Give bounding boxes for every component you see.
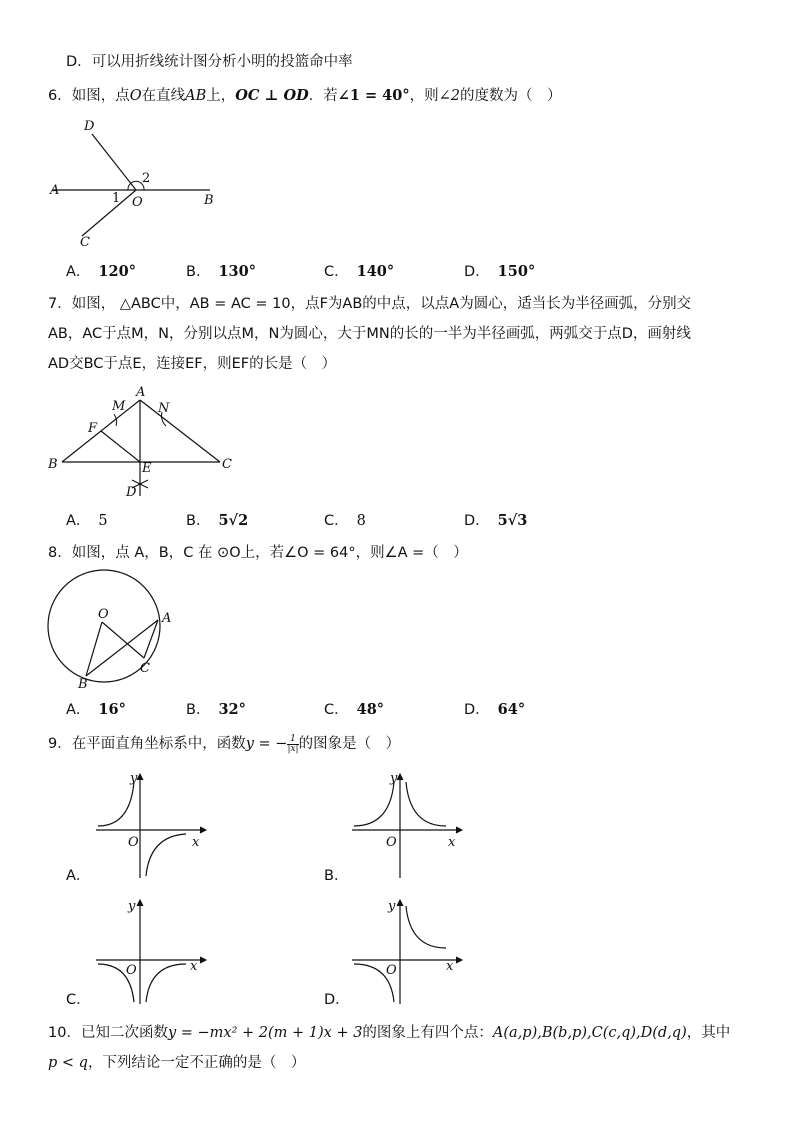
q9-option-a[interactable]: A． [66, 868, 91, 884]
q7-option-c[interactable]: C． 8 [324, 513, 366, 529]
q8-option-c[interactable]: C． 48° [324, 701, 385, 718]
q7-label-f: F [88, 421, 98, 436]
q9-option-b[interactable]: B． [324, 868, 349, 884]
q9-a-y: y [130, 771, 138, 786]
q8-option-a[interactable]: A． 16° [66, 701, 126, 718]
q9-option-c[interactable]: C． [66, 992, 91, 1008]
q7-option-d[interactable]: D． 5√3 [464, 512, 528, 529]
q7-stem-line3: AD交BC于点E，连接EF，则EF的长是（ ） [48, 356, 337, 372]
q6-option-d[interactable]: D． 150° [464, 263, 536, 280]
q9-b-y: y [390, 771, 398, 786]
q7-option-b[interactable]: B． 5√2 [186, 512, 249, 529]
q9-graph-a [94, 772, 214, 882]
q8-label-c: C [140, 661, 150, 676]
q10-stem-line2: p < q，下列结论一定不正确的是（ ） [48, 1055, 306, 1071]
q7-figure [44, 384, 244, 504]
q7-option-a[interactable]: A． 5 [66, 513, 108, 529]
q9-b-o: O [386, 835, 397, 850]
q6-option-a[interactable]: A． 120° [66, 263, 136, 280]
q6-label-d: D [84, 119, 95, 134]
q9-d-x: x [446, 959, 454, 974]
q6-stem: 6．如图，点O在直线AB上，OC ⊥ OD．若∠1 = 40°，则∠2的度数为（ ） [48, 87, 562, 104]
q8-label-b: B [78, 677, 88, 692]
q9-c-o: O [126, 963, 137, 978]
q9-d-o: O [386, 963, 397, 978]
q6-label-1: 1 [112, 191, 121, 206]
q6-label-o: O [132, 195, 143, 210]
q6-figure [40, 112, 240, 252]
q8-option-d[interactable]: D． 64° [464, 701, 526, 718]
q7-label-e: E [142, 461, 152, 476]
q8-figure [44, 572, 184, 692]
q10-stem-line1: 10．已知二次函数y = −mx² + 2(m + 1)x + 3的图象上有四个点：A(a,p),B(b,p),C(c,q),D(d,q)，其中 [48, 1025, 731, 1041]
q7-label-m: M [112, 399, 126, 414]
q9-fraction: $\frac{1}{|x|}$ [287, 733, 299, 754]
q6-option-c[interactable]: C． 140° [324, 263, 395, 280]
q6-option-b[interactable]: B． 130° [186, 263, 256, 280]
q9-a-x: x [192, 835, 200, 850]
q9-stem: 9．在平面直角坐标系中，函数y = − $\frac{1}{|x|}$ 的图象是（ ） [48, 733, 401, 754]
q9-graph-b [350, 772, 470, 882]
q9-d-y: y [388, 899, 396, 914]
q8-option-b[interactable]: B． 32° [186, 701, 246, 718]
q7-label-a: A [136, 385, 146, 400]
q8-stem: 8．如图，点 A，B，C 在 ⊙O上，若∠O = 64°，则∠A =（ ） [48, 545, 468, 561]
q9-a-o: O [128, 835, 139, 850]
q6-label-b: B [204, 193, 214, 208]
q7-label-d: D [126, 485, 137, 500]
q7-label-c: C [222, 457, 232, 472]
q8-label-o: O [98, 607, 109, 622]
q9-b-x: x [448, 835, 456, 850]
q9-option-d[interactable]: D． [324, 992, 350, 1008]
q7-stem-line2: AB，AC于点M，N，分别以点M，N为圆心，大于MN的长的一半为半径画弧，两弧交于点D，画射线 [48, 326, 691, 342]
q6-label-c: C [80, 235, 90, 250]
q7-label-n: N [158, 401, 170, 416]
q6-label-a: A [50, 183, 60, 198]
q6-label-2: 2 [142, 171, 151, 186]
q8-label-a: A [162, 611, 172, 626]
q9-c-x: x [190, 959, 198, 974]
q7-stem-line1: 7．如图， △ABC中，AB = AC = 10，点F为AB的中点，以点A为圆心，适当长为半径画弧，分别交 [48, 296, 692, 312]
q9-graph-d [350, 898, 470, 1008]
q7-label-b: B [48, 457, 58, 472]
q9-c-y: y [128, 899, 136, 914]
q5-option-d: D．可以用折线统计图分析小明的投篮命中率 [66, 54, 353, 70]
q9-graph-c [94, 898, 214, 1008]
